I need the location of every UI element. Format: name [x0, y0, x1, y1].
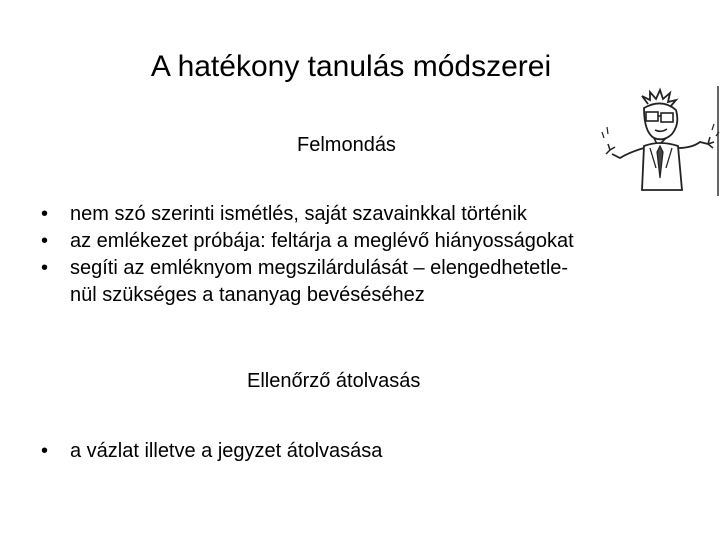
section-heading-felmondas: Felmondás: [297, 134, 396, 156]
thinking-man-icon: [600, 86, 720, 196]
section-heading-ellenorzo-atolvasas: Ellenőrző átolvasás: [247, 370, 421, 392]
bullet-list-ellenorzo-atolvasas: [0, 438, 680, 465]
list-item: [0, 438, 680, 465]
bullet-glyph: •: [41, 257, 49, 279]
list-item: [0, 201, 680, 228]
bullet-glyph: •: [41, 230, 49, 252]
list-item: [0, 228, 680, 255]
bullet-text: segíti az emléknyom megszilárdulását – elengedhetetle-: [70, 257, 569, 279]
list-item: [0, 255, 680, 309]
bullet-text: a vázlat illetve a jegyzet átolvasása: [70, 440, 383, 462]
bullet-text: az emlékezet próbája: feltárja a meglévő hiányosságokat: [70, 230, 574, 252]
bullet-text: nem szó szerinti ismétlés, saját szavainkkal történik: [70, 203, 527, 225]
bullet-list-felmondas: [0, 201, 680, 309]
bullet-glyph: •: [41, 440, 49, 462]
bullet-text-continuation: nül szükséges a tananyag bevéséséhez: [70, 284, 425, 306]
slide-title: A hatékony tanulás módszerei: [150, 50, 552, 83]
bullet-glyph: •: [41, 203, 49, 225]
